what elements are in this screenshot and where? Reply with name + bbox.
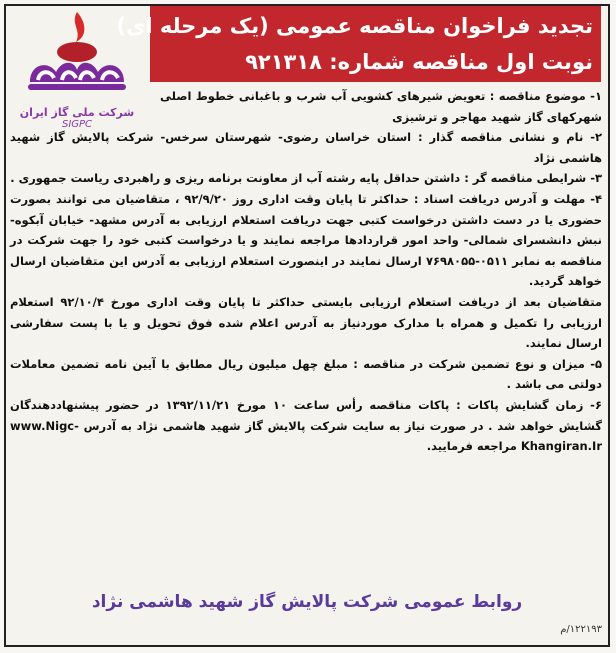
notice-title: تجدید فراخوان مناقصه عمومی (یک مرحله ای) (116, 14, 593, 38)
item-organizer: ۲- نام و نشانی مناقصه گذار : استان خراسان رضوی- شهرستان سرخس- شرکت پالایش گاز شهید هاشمی نژاد (10, 130, 602, 165)
item-opening: ۶- زمان گشایش پاکات : پاکات مناقصه رأس ساعت ۱۰ مورخ ۱۳۹۲/۱۱/۲۱ در حضور پیشنهاددهندگان گشایش خواهد شد . در صورت نیاز به سایت شرکت پالایش گاز شهید هاشمی نژاد به آدرس www.Nigc-Khangiran.Ir مراجعه فرمایید. (10, 397, 602, 454)
item-subject: ۱- موضوع مناقصه : تعویض شیرهای کشویی آب شرب و باغبانی خطوط اصلی شهرکهای گاز شهید مهاجر و ترشیزی (160, 89, 602, 124)
company-name: شرکت ملی گاز ایران (19, 106, 135, 119)
notice-subtitle: نوبت اول مناقصه شماره: ۹۲۱۳۱۸ (245, 50, 593, 74)
item-conditions: ۳- شرایطی مناقصه گر : داشتن حداقل پایه رشته آب از معاونت برنامه ریزی و راهبردی ریاست جمهوری . (10, 171, 602, 186)
title-banner (116, 6, 601, 82)
item-guarantee: ۵- میزان و نوع تضمین شرکت در مناقصه : مبلغ چهل میلیون ریال مطابق با آیین نامه تضمین معاملات دولتی می باشد . (10, 356, 602, 392)
footer-signature: روابط عمومی شرکت پالایش گاز شهید هاشمی نژاد (91, 592, 523, 612)
company-abbr: SIGPC (61, 119, 93, 130)
item-deadline: ۴- مهلت و آدرس دریافت اسناد : حداکثر تا پایان وقت اداری روز ۹۲/۹/۲۰ ، متقاضیان می توانند بصورت حضوری یا در دست داشتن درخواست کتبی جهت دریافت استعلام ارزیابی به آدرس مشهد- خیابان آبکوه- نبش دانشسرای شمالی- واحد امور قراردادها مراجعه نمایند و یا درخواست کتبی خود را جهت شرکت در مناقصه به نمابر ۰۵۱۱-۷۶۹۸۰۵۵ ارسال نمایند در اینصورت استعلام ارزیابی به آدرس این متقاضیان ارسال خواهد گردید. (10, 191, 602, 289)
item-evaluation: متقاضیان بعد از دریافت استعلام ارزیابی بایستی حداکثر تا پایان وقت اداری مورخ ۹۲/۱۰/۴ استعلام ارزیابی را تکمیل و همراه با مدارک موردنیاز به آدرس اعلام شده فوق تحویل و یا با پست سفارشی ارسال نمایند. (10, 294, 603, 351)
notice-body (10, 86, 602, 457)
notice-code: ۱۲۲۱۹۳/م (560, 624, 602, 635)
